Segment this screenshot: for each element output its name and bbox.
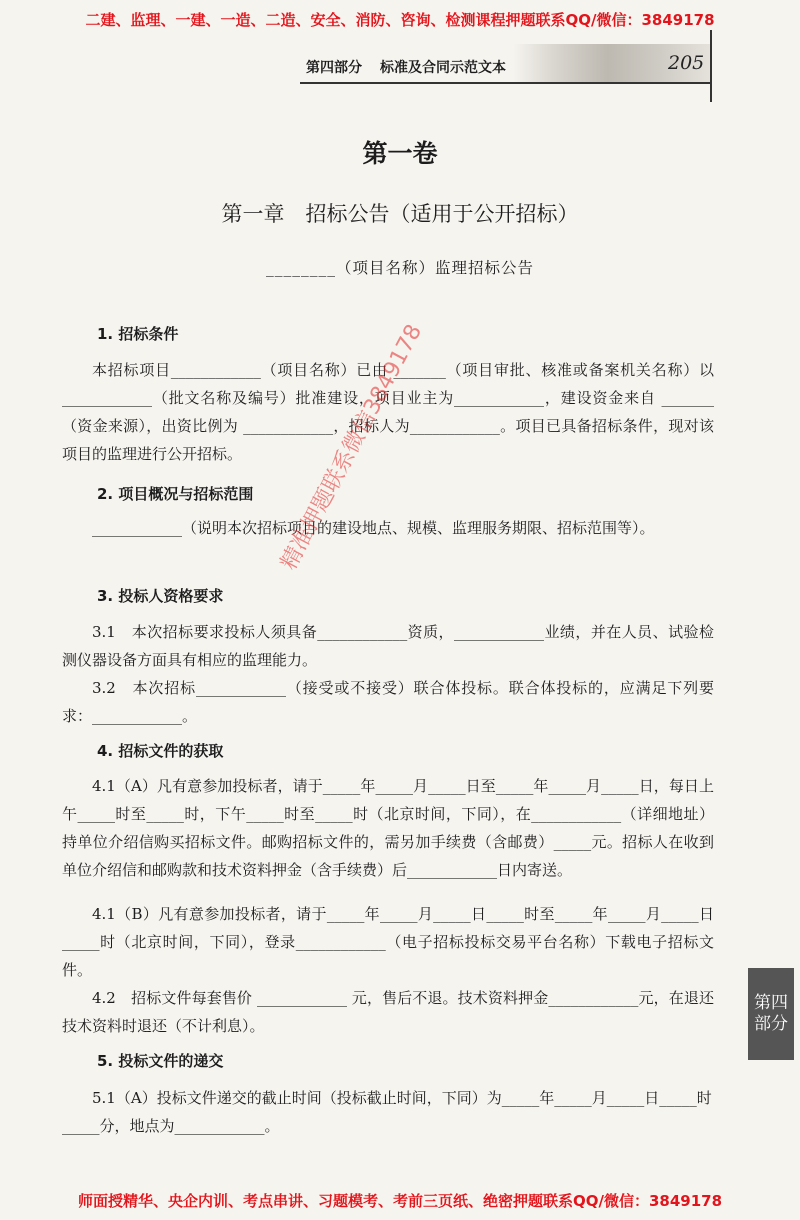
- notice-title: ________（项目名称）监理招标公告: [265, 259, 534, 277]
- volume-title: 第一卷: [362, 139, 438, 168]
- side-part-tab: 第四部分: [748, 968, 794, 1060]
- section-4-paragraph-1: 4.1（A）凡有意参加投标者，请于_____年_____月_____日至_____年_____月_____日，每日上午_____时至_____时，下午_____时至_____时（北京时间，下同），在____________（详细地址）持单位介绍信购买招标文件。邮购招标文件的，需另加手续费（含邮费）_____元。招标人在收到单位介绍信和邮购款和技术资料押金（含手续费）后____________日内寄送。: [62, 777, 714, 879]
- section-2-paragraph-1: ____________（说明本次招标项目的建设地点、规模、监理服务期限、招标范围等）。: [92, 519, 655, 537]
- section-heading-2: 2. 项目概况与招标范围: [97, 485, 254, 503]
- header-rule: [300, 82, 712, 84]
- page-number: 205: [668, 52, 705, 74]
- chapter-title: 第一章 招标公告（适用于公开招标）: [221, 202, 579, 226]
- header-section-label: 标准及合同示范文本: [380, 60, 506, 76]
- section-3-paragraph-2: 3.2 本次招标____________（接受或不接受）联合体投标。联合体投标的，应满足下列要求：____________。: [62, 679, 714, 725]
- header-part-label: 第四部分: [306, 60, 362, 76]
- header-vertical-rule: [710, 30, 712, 102]
- section-5-paragraph-1: 5.1（A）投标文件递交的截止时间（投标截止时间，下同）为_____年_____月_____日_____时_____分，地点为____________。: [62, 1089, 712, 1135]
- section-3-paragraph-1: 3.1 本次招标要求投标人须具备____________资质，____________业绩，并在人员、试验检测仪器设备方面具有相应的监理能力。: [62, 623, 714, 669]
- watermark: 精准押题联系微信3849178: [276, 320, 428, 575]
- running-header: [306, 57, 506, 77]
- section-heading-5: 5. 投标文件的递交: [97, 1052, 224, 1070]
- promo-banner-bottom: 师面授精华、央企内训、考点串讲、习题模考、考前三页纸、绝密押题联系QQ/微信：3849178: [77, 1192, 723, 1210]
- promo-banner-top: 二建、监理、一建、一造、二造、安全、消防、咨询、检测课程押题联系QQ/微信：3849178: [85, 11, 715, 29]
- section-heading-1: 1. 招标条件: [97, 325, 179, 343]
- section-4-paragraph-2: 4.1（B）凡有意参加投标者，请于_____年_____月_____日_____时至_____年_____月_____日_____时（北京时间，下同），登录____________（电子招标投标交易平台名称）下载电子招标文件。: [62, 905, 714, 979]
- section-heading-4: 4. 招标文件的获取: [97, 742, 224, 760]
- section-4-paragraph-3: 4.2 招标文件每套售价 ____________ 元，售后不退。技术资料押金____________元，在退还技术资料时退还（不计利息）。: [62, 989, 714, 1035]
- section-1-paragraph-1: 本招标项目____________（项目名称）已由 _______（项目审批、核准或备案机关名称）以____________（批文名称及编号）批准建设，项目业主为____________，建设资金来自 _______（资金来源），出资比例为 ____________，招标人为____________。项目已具备招标条件，现对该项目的监理进行公开招标。: [62, 361, 714, 463]
- section-heading-3: 3. 投标人资格要求: [97, 587, 224, 605]
